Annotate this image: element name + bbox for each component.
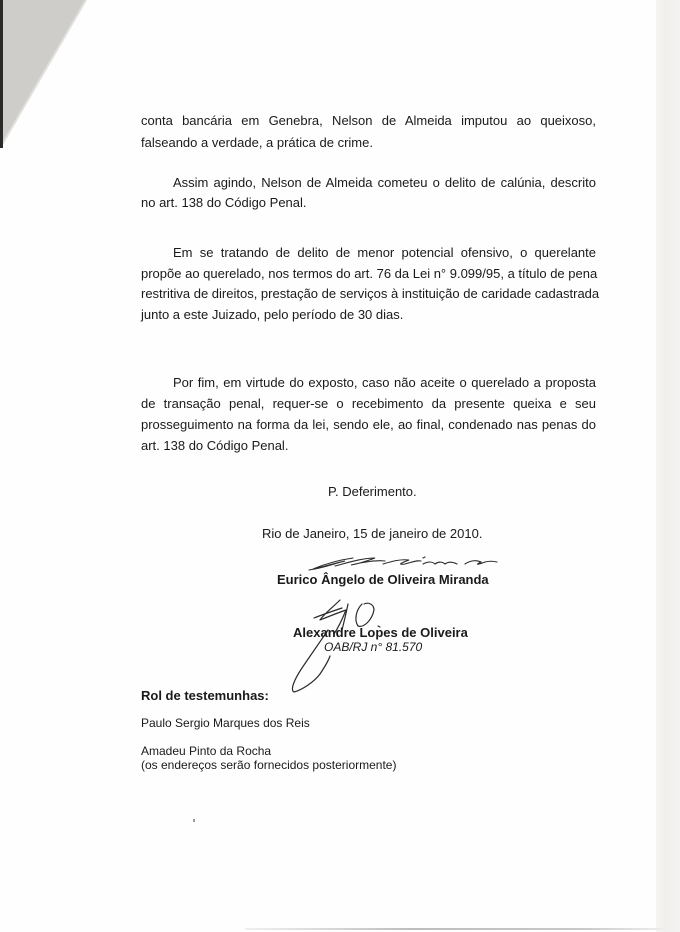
signatory-2-name: Alexandre Lopes de Oliveira [293, 625, 468, 640]
paragraph-4-line-2: de transação penal, requer-se o recebimento da presente queixa e seu [141, 396, 596, 411]
paragraph-4-line-1: Por fim, em virtude do exposto, caso não aceite o querelado a proposta [173, 375, 596, 390]
paragraph-3-line-2: propõe ao querelado, nos termos do art. 76 da Lei n° 9.099/95, a título de pena [141, 266, 598, 281]
paragraph-2-line-2: no art. 138 do Código Penal. [141, 195, 307, 210]
signatory-1-name: Eurico Ângelo de Oliveira Miranda [277, 572, 489, 587]
scan-edge-right [656, 0, 680, 932]
witness-1: Paulo Sergio Marques dos Reis [141, 716, 310, 730]
paragraph-1-line-1: conta bancária em Genebra, Nelson de Almeida imputou ao queixoso, [141, 113, 596, 128]
paragraph-1-line-2: falseando a verdade, a prática de crime. [141, 135, 373, 150]
paragraph-3-line-3: restritiva de direitos, prestação de serviços à instituição de caridade cadastrada [141, 286, 600, 301]
signature-eurico [305, 552, 500, 574]
paragraph-3-line-4: junto a este Juizado, pelo período de 30 dias. [141, 307, 404, 322]
paragraph-3-line-1: Em se tratando de delito de menor potencial ofensivo, o querelante [173, 245, 596, 260]
signatory-2-oab: OAB/RJ n° 81.570 [324, 640, 423, 654]
paragraph-4-line-3: prosseguimento na forma da lei, sendo ele, ao final, condenado nas penas do [141, 417, 596, 432]
witnesses-note: (os endereços serão fornecidos posteriormente) [141, 758, 397, 772]
place-and-date: Rio de Janeiro, 15 de janeiro de 2010. [262, 526, 483, 541]
witness-2: Amadeu Pinto da Rocha [141, 744, 272, 758]
witnesses-heading: Rol de testemunhas: [141, 688, 269, 703]
paragraph-4-line-4: art. 138 do Código Penal. [141, 438, 289, 453]
scan-edge-bottom [245, 928, 665, 930]
closing-formula: P. Deferimento. [328, 484, 417, 499]
paragraph-2-line-1: Assim agindo, Nelson de Almeida cometeu o delito de calúnia, descrito [173, 175, 596, 190]
scan-speck [193, 819, 195, 822]
scan-shadow-corner [0, 0, 90, 150]
